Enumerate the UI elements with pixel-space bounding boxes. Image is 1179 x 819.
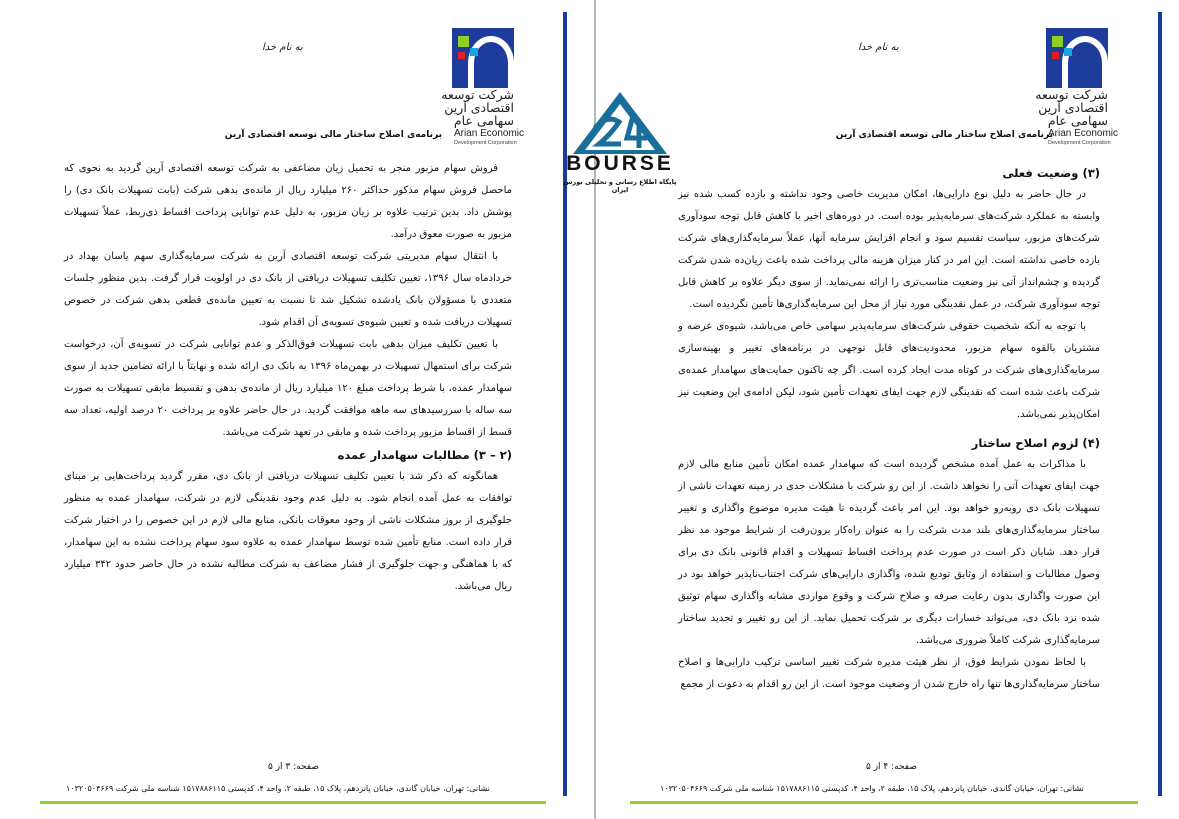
company-name-en: Arian Economic <box>1048 128 1119 139</box>
report-title: برنامه‌ی اصلاح ساختار مالی توسعه اقتصادی آرین <box>224 130 442 140</box>
paragraph: با تعیین تکلیف میزان بدهی بابت تسهیلات فوق‌الذکر و عدم توانایی شرکت در تسویه‌ی آن، درخواست شرکت برای استمهال تسهیلات در بهمن‌ماه ۱۳۹۶ به بانک دی ارائه شده و نهایتاً با ارائه تضامین جدید از سوی سهامدار عمده، با شرط پرداخت مبلغ ۱۲۰ میلیارد ریال از مانده‌ی بدهی و تقسیط مابقی تسهیلات به صورت سه ساله با سررسیدهای سه ماهه موافقت گردید. در حال حاضر علاوه بر پرداخت ۲۰ درصد اولیه، تعداد سه قسط از اقساط مزبور پرداخت شده و مابقی در تعهد شرکت می‌باشد. <box>64 339 512 438</box>
company-name-en: Arian Economic <box>454 128 525 139</box>
paragraph: فروش سهام مزبور منجر به تحمیل زیان مضاعفی به شرکت توسعه اقتصادی آرین گردید به نحوی که ماحصل فروش سهام مذکور حداکثر ۲۶۰ میلیارد ریال از مانده‌ی بدهی شرکت (بابت تسهیلات بانک دی) را پوشش داد. بدین ترتیب علاوه بر زیان مزبور، به دلیل عدم توانایی پرداخت اقساط ذی‌ربط، عملاً تسهیلات مزبور به صورت معوق درآمد. <box>64 163 513 240</box>
footer-address: نشانی: تهران، خیابان گاندی، خیابان پانزدهم، پلاک ۱۵، طبقه ۲، واحد ۴، کدپستی ۱۵۱۷۸۸۶۱۱۵ شناسه ملی شرکت ۱۰۳۲۰۵۰۴۶۶۹ <box>660 784 1084 793</box>
paragraph: با لحاظ نمودن شرایط فوق، از نظر هیئت مدیره شرکت تغییر اساسی ترکیب دارایی‌ها و اصلاح ساختار سرمایه‌گذاری‌ها تنها راه خارج شدن از وضعیت موجود است. از این رو اقدام به دعوت از مجمع <box>678 657 1100 690</box>
section-heading: (۴) لزوم اصلاح ساختار <box>971 436 1100 450</box>
document-page-left <box>0 0 560 819</box>
page-number: صفحه: ۳ از ۵ <box>268 762 319 772</box>
page-border-right <box>1158 12 1162 796</box>
section-heading: (۲ – ۳) مطالبات سهامدار عمده <box>337 448 512 462</box>
body-text-right <box>678 162 1100 696</box>
footer-divider <box>630 801 1138 804</box>
bismillah-header: به نام خدا <box>262 42 303 53</box>
bismillah-header: به نام خدا <box>858 42 899 53</box>
bourse-watermark-logo <box>555 88 685 198</box>
body-text-left <box>64 158 512 598</box>
footer-divider <box>40 801 546 804</box>
report-title: برنامه‌ی اصلاح ساختار مالی توسعه اقتصادی آرین <box>835 130 1053 140</box>
paragraph: همانگونه که ذکر شد با تعیین تکلیف تسهیلات دریافتی از بانک دی، مقرر گردید پرداخت‌هایی بر مبنای توافقات به عمل آمده انجام شود. به دلیل عدم وجود نقدینگی لازم در شرکت، سهامدار عمده به منظور جلوگیری از بروز مشکلات ناشی از وجود معوقات بانکی، منابع مالی لازم در این خصوص را در اختیار شرکت قرار داده است. منابع تأمین شده توسط سهامدار عمده به علاوه سود سهام پرداخت نشده به این سهامدار، که با هماهنگی و جهت جلوگیری از فشار مضاعف به شرکت مطالبه نشده در حال حاضر حدود ۳۴۲ میلیارد ریال می‌باشد. <box>64 471 512 592</box>
paragraph: با انتقال سهام مدیریتی شرکت توسعه اقتصادی آرین به شرکت سرمایه‌گذاری سهم یاسان بهداد در خردادماه سال ۱۳۹۶، تعیین تکلیف تسهیلات دریافتی از بانک دی در اولویت قرار گرفت. بدین منظور جلسات متعددی با مسؤولان بانک یادشده تشکیل شد تا نسبت به تعیین مانده‌ی قطعی بدهی شرکت در خصوص تسهیلات دریافت شده و تعیین شیوه‌ی تسویه‌ی آن اقدام شود. <box>64 251 512 328</box>
page-number: صفحه: ۴ از ۵ <box>866 762 917 772</box>
company-name-fa: شرکت توسعه اقتصادی آرین سهامی عام <box>441 87 514 128</box>
section-heading: (۳) وضعیت فعلی <box>1002 166 1100 180</box>
paragraph: با توجه به آنکه شخصیت حقوقی شرکت‌های سرمایه‌پذیر سهامی خاص می‌باشد، شیوه‌ی عرضه و مشتریان بالقوه سهام مزبور، محدودیت‌های قابل توجهی در برنامه‌های تغییر و بهینه‌سازی سرمایه‌گذاری‌های شرکت در کوتاه مدت ایجاد کرده است. اگر چه تاکنون حمایت‌های سهامدار عمده‌ی شرکت باعث شده است که نقدینگی لازم جهت ایفای تعهدات تأمین شود، لیکن ادامه‌ی این وضعیت نیز امکان‌پذیر نمی‌باشد. <box>678 321 1100 420</box>
company-name-en-sub: Development Corporation <box>454 140 517 146</box>
footer-address: نشانی: تهران، خیابان گاندی، خیابان پانزدهم، پلاک ۱۵، طبقه ۲، واحد ۴، کدپستی ۱۵۱۷۸۸۶۱۱۵ شناسه ملی شرکت ۱۰۳۲۰۵۰۴۶۶۹ <box>66 784 490 793</box>
bourse-subtitle: پایگاه اطلاع رسانی و تحلیلی بورس ایران <box>563 178 677 194</box>
paragraph: با مذاکرات به عمل آمده مشخص گردیده است که سهامدار عمده امکان تأمین منابع مالی لازم جهت ایفای تعهدات آتی را نخواهد داشت. از این رو شرکت با مشکلات جدی در زمینه تعهدات ناشی از تسهیلات بانک دی روبه‌رو خواهد بود. این امر باعث گردیده تا هیئت مدیره موضوع واگذاری و تغییر ساختار سرمایه‌گذاری‌های بلند مدت شرکت را به عنوان راه‌کار برون‌رفت از شرایط موجود مد نظر قرار دهد. شایان ذکر است در صورت عدم پرداخت اقساط تسهیلات و اقدام قانونی بانک دی برای وصول مطالبات و استفاده از وثایق تودیع شده، واگذاری دارایی‌های شرکت اجتناب‌ناپذیر خواهد بود در این صورت واگذاری بدون رعایت صرفه و صلاح شرکت و وقوع مواردی مشابه واگذاری سهام توثیق شده نزد بانک دی، می‌تواند خسارات دیگری بر شرکت تحمیل نماید. از این رو تغییر و تجدید ساختار سرمایه‌گذاری شرکت کاملاً ضروری می‌باشد. <box>678 459 1100 646</box>
company-logo <box>1046 28 1108 88</box>
paragraph: در حال حاضر به دلیل نوع دارایی‌ها، امکان مدیریت خاصی وجود نداشته و بازده کسب شده نیز وابسته به عملکرد شرکت‌های سرمایه‌پذیر بوده است. در دوره‌های اخیر با کاهش قابل توجه سودآوری شرکت‌های مزبور، سیاست تقسیم سود و انجام افزایش سرمایه آنها، عملاً سرمایه‌گذاری‌های شرکت بازده خاصی نداشته است. این امر در کنار میزان هزینه مالی پرداخت شده باعث زیان‌ده شدن شرکت گردیده و چشم‌انداز آتی نیز وضعیت مناسب‌تری را ارائه نمی‌نماید. از سوی دیگر علاوه بر کاهش قابل توجه سودآوری شرکت، در عمل نقدینگی مورد نیاز از محل این سرمایه‌گذاری‌ها تأمین نگردیده است. <box>678 189 1100 310</box>
company-name-en-sub: Development Corporation <box>1048 140 1111 146</box>
company-name-fa: شرکت توسعه اقتصادی آرین سهامی عام <box>1035 87 1108 128</box>
bourse-wordmark: BOURSE <box>566 152 674 175</box>
bourse-emblem-icon <box>555 88 685 158</box>
company-logo <box>452 28 514 88</box>
